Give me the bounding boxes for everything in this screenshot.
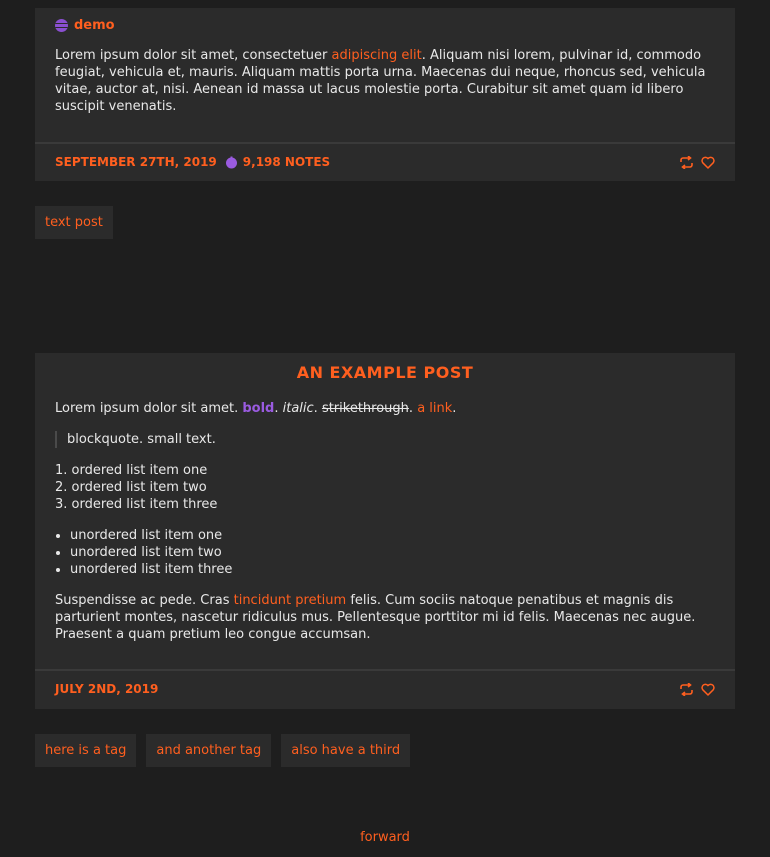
blockquote: blockquote. small text.: [55, 431, 715, 448]
tag-link[interactable]: also have a third: [281, 734, 410, 767]
inline-link[interactable]: a link: [417, 401, 453, 416]
post-body: [35, 8, 735, 142]
strikethrough-text: strikethrough: [321, 401, 409, 416]
italic-text: italic: [282, 401, 314, 416]
heart-icon[interactable]: [701, 156, 715, 169]
tag-link[interactable]: text post: [35, 206, 113, 239]
bold-text: bold: [242, 401, 275, 416]
inline-link[interactable]: tincidunt pretium: [233, 593, 347, 608]
post-author[interactable]: [55, 18, 715, 33]
post-title[interactable]: AN EXAMPLE POST: [296, 363, 474, 382]
post-intro: Lorem ipsum dolor sit amet. bold. italic. strikethrough. a link.: [55, 401, 457, 416]
heart-icon[interactable]: [701, 683, 715, 696]
post-footer: [35, 142, 735, 180]
forward-link[interactable]: forward: [360, 830, 410, 845]
notes-avatar-icon: [225, 156, 238, 169]
author-name[interactable]: demo: [74, 18, 115, 33]
post-body: [35, 353, 735, 669]
tag-list: [35, 734, 410, 767]
post-footer: [35, 669, 735, 707]
post-card: [35, 353, 735, 709]
post-paragraph: Suspendisse ac pede. Cras tincidunt pretium felis. Cum sociis natoque penatibus et magnis dis parturient montes, nascetur ridiculus mus. Pellentesque porttitor mi id felis. Maecenas nec augue. Praesent a quam pretium leo congue accumsan.: [55, 593, 696, 642]
list-item: • unordered list item one: [70, 527, 715, 544]
tag-list: [35, 206, 113, 239]
list-item: • unordered list item two: [70, 544, 715, 561]
notes-count[interactable]: 9,198 NOTES: [225, 155, 330, 169]
post-date[interactable]: JULY 2ND, 2019: [55, 682, 159, 696]
list-item: 3. ordered list item three: [55, 496, 715, 513]
inline-link[interactable]: adipiscing elit: [331, 48, 422, 63]
list-item: 2. ordered list item two: [55, 479, 715, 496]
reblog-icon[interactable]: [679, 156, 694, 169]
tag-link[interactable]: and another tag: [146, 734, 271, 767]
unordered-list: [55, 527, 715, 578]
list-item: • unordered list item three: [70, 561, 715, 578]
tag-link[interactable]: here is a tag: [35, 734, 136, 767]
ordered-list: [55, 462, 715, 513]
striped-avatar-icon[interactable]: [55, 19, 68, 32]
list-item: 1. ordered list item one: [55, 462, 715, 479]
post-text: Lorem ipsum dolor sit amet, consectetuer adipiscing elit. Aliquam nisi lorem, pulvinar id, commodo feugiat, vehicula et, mauris. Aliquam mattis porta urna. Maecenas dui neque, rhoncus sed, vehicula vitae, auctor at, nisi. Aenean id massa ut lacus molestie porta. Curabitur sit amet quam id libero suscipit venenatis.: [55, 48, 706, 114]
reblog-icon[interactable]: [679, 683, 694, 696]
post-card: [35, 8, 735, 181]
post-date[interactable]: SEPTEMBER 27TH, 2019: [55, 155, 217, 169]
